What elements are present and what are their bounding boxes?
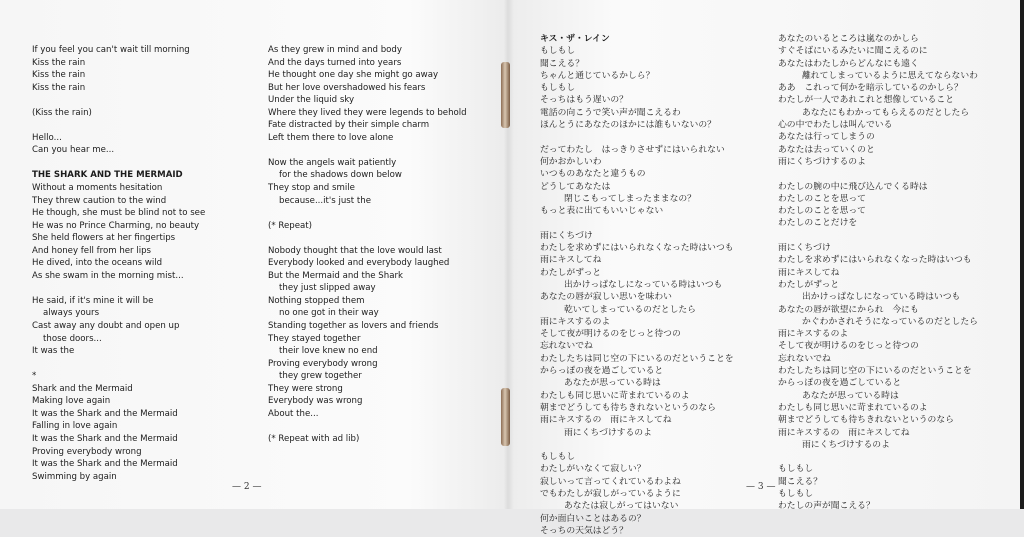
lyric-line: どうしてあなたは — [540, 181, 611, 192]
lyrics-column-japanese-2 — [778, 33, 978, 513]
lyric-line: And the days turned into years — [268, 57, 402, 68]
lyric-line: Kiss the rain — [32, 70, 86, 81]
page-number-left: — 2 — — [232, 482, 262, 492]
lyric-line: 出かけっぱなしになっている時はいつも — [564, 279, 723, 290]
lyric-line: わたしの腕の中に飛び込んでくる時は — [778, 181, 928, 192]
lyric-line — [268, 232, 467, 245]
lyric-line: They stayed together — [268, 333, 361, 344]
lyric-line: 雨にくちづけするのよ — [564, 427, 652, 438]
lyric-line: 聞こえる？ — [778, 476, 822, 487]
staple-top — [501, 62, 510, 128]
lyric-line: They stop and smile — [268, 183, 355, 194]
lyric-line: 雨にキスするのよ — [540, 316, 611, 327]
lyric-line — [540, 131, 734, 143]
lyric-line: わたしの声が聞こえる？ — [778, 501, 875, 512]
lyric-line: からっぽの夜を過ごしていると — [540, 366, 664, 377]
lyric-line: もしもし — [540, 46, 576, 57]
lyric-line: ああ これって何かを暗示しているのかしら？ — [778, 83, 963, 94]
lyric-line — [268, 420, 467, 433]
lyric-line: 雨にくちづけ — [778, 243, 831, 254]
lyric-line: そっちはもう遅いの？ — [540, 95, 628, 106]
lyric-line: Fate distracted by their simple charm — [268, 120, 430, 131]
lyric-line: Nothing stopped them — [268, 295, 365, 306]
lyric-line: Kiss the rain — [32, 82, 86, 93]
lyric-line: He thought one day she might go away — [268, 70, 439, 81]
lyric-line: It was the Shark and the Mermaid — [32, 408, 178, 419]
lyric-line: いつものあなたと違うもの — [540, 169, 646, 180]
lyric-line: Everybody was wrong — [268, 396, 363, 407]
lyric-line: But the Mermaid and the Shark — [268, 270, 403, 281]
lyric-line: Standing together as lovers and friends — [268, 321, 439, 332]
lyrics-column-japanese-1 — [540, 33, 734, 537]
lyric-line: If you feel you can't wait till morning — [32, 45, 190, 55]
lyric-line: About the... — [268, 408, 319, 419]
lyric-line: Proving everybody wrong — [268, 358, 378, 369]
lyric-line: their love knew no end — [279, 346, 378, 357]
song-title: キス・ザ・レイン — [540, 34, 610, 44]
lyric-line: わたしを求めずにはいられなくなった時はいつも — [778, 255, 972, 266]
lyric-line: Swimming by again — [32, 471, 117, 482]
lyric-line: And honey fell from her lips — [32, 245, 152, 256]
song-title: THE SHARK AND THE MERMAID — [32, 170, 183, 181]
lyric-line: It was the — [32, 346, 75, 357]
lyric-line: そっちの天気はどう？ — [540, 525, 628, 536]
lyric-line: 出かけっぱなしになっている時はいつも — [802, 292, 961, 303]
lyric-line: あなたはわたしからどんなにも遠く — [778, 58, 919, 69]
lyric-line: Now the angels wait patiently — [268, 157, 397, 168]
lyric-line: Can you hear me... — [32, 145, 115, 156]
lyric-line: They were strong — [268, 383, 343, 394]
lyric-line: (Kiss the rain) — [32, 107, 92, 118]
lyric-line: そして夜が明けるのをじっと待つの — [778, 341, 919, 352]
lyric-line: He said, if it's mine it will be — [32, 295, 154, 306]
lyric-line: He dived, into the oceans wild — [32, 258, 163, 269]
lyric-line: そして夜が明けるのをじっと待つの — [540, 329, 681, 340]
page-left — [0, 0, 506, 509]
lyric-line: でもわたしが寂しがっているように — [540, 488, 681, 499]
lyric-line: わたしのことを思って — [778, 206, 866, 217]
lyric-line: He though, she must be blind not to see — [32, 208, 206, 219]
lyric-line: Proving everybody wrong — [32, 446, 142, 457]
lyric-line — [268, 207, 467, 220]
lyric-line: 雨にキスするの 雨にキスしてね — [778, 427, 910, 438]
lyric-line: Kiss the rain — [32, 57, 86, 68]
lyric-line: Where they lived they were legends to behold — [268, 107, 467, 118]
lyric-line: わたしたちは同じ空の下にいるのだということを — [540, 353, 734, 364]
lyric-line: those doors... — [43, 333, 102, 344]
lyric-line: It was the Shark and the Mermaid — [32, 433, 178, 444]
lyric-line: もしもし — [540, 83, 576, 94]
lyric-line: 雨にくちづけ — [540, 230, 593, 241]
lyric-line: わたしも同じ思いに苛まれているのよ — [540, 390, 690, 401]
lyric-line: because...it's just the — [279, 195, 371, 206]
lyric-line: * — [32, 371, 37, 382]
lyric-line: She held flowers at her fingertips — [32, 233, 176, 244]
lyric-line: Making love again — [32, 396, 111, 407]
scan-edge — [1020, 0, 1024, 509]
lyric-line — [32, 119, 205, 132]
lyric-line: あなたの唇が欲望にかられ 今にも — [778, 304, 919, 315]
lyric-line: (* Repeat) — [268, 220, 312, 231]
lyric-line: They threw caution to the wind — [32, 195, 167, 206]
lyric-line: Shark and the Mermaid — [32, 383, 133, 394]
lyric-line: no one got in their way — [279, 308, 379, 319]
lyrics-column-english-2 — [268, 44, 467, 446]
lyric-line: 何か面白いことはあるの？ — [540, 513, 646, 524]
page-number-right: — 3 — — [746, 482, 776, 492]
lyric-line: わたしのことだけを — [778, 218, 858, 229]
lyric-line: 乾いてしまっているのだとしたら — [564, 304, 696, 315]
lyric-line: 寂しいって言ってくれているわよね — [540, 476, 681, 487]
lyric-line: Nobody thought that the love would last — [268, 245, 442, 256]
lyric-line: they just slipped away — [279, 283, 376, 294]
lyric-line: ちゃんと通じているかしら？ — [540, 70, 655, 81]
lyric-line: always yours — [43, 308, 100, 319]
lyric-line: 雨にくちづけするのよ — [802, 439, 890, 450]
lyric-line: 雨にキスするの 雨にキスしてね — [540, 415, 672, 426]
lyric-line: 雨にくちづけするのよ — [778, 156, 866, 167]
lyric-line: もしもし — [778, 464, 814, 475]
lyric-line: わたしが一人であれこれと想像していること — [778, 95, 954, 106]
lyric-line: もっと表に出てもいいじゃない — [540, 206, 664, 217]
lyric-line: 聞こえる？ — [540, 58, 584, 69]
lyric-line: It was the Shark and the Mermaid — [32, 459, 178, 470]
lyric-line: for the shadows down below — [279, 170, 402, 181]
lyric-line: あなたのいるところは嵐なのかしら — [778, 34, 919, 44]
page-right — [510, 0, 1024, 536]
lyric-line: Cast away any doubt and open up — [32, 321, 180, 332]
lyric-line — [540, 217, 734, 229]
lyric-line: Under the liquid sky — [268, 95, 355, 106]
lyric-line: からっぽの夜を過ごしていると — [778, 378, 902, 389]
lyric-line: わたしたちは同じ空の下にいるのだということを — [778, 366, 972, 377]
lyric-line: As she swam in the morning mist... — [32, 270, 184, 281]
lyric-line: わたしがずっと — [778, 279, 840, 290]
lyric-line: 朝までどうしても待ちきれないというのなら — [540, 402, 716, 413]
lyric-line: Left them there to love alone — [268, 132, 394, 143]
lyric-line: Without a moments hesitation — [32, 183, 163, 194]
lyric-line — [32, 358, 205, 371]
staple-bottom — [501, 388, 510, 446]
lyric-line: すぐそばにいるみたいに聞こえるのに — [778, 46, 928, 57]
lyric-line: Everybody looked and everybody laughed — [268, 258, 450, 269]
lyric-line: 雨にキスするのよ — [778, 329, 849, 340]
lyric-line: あなたが思っている時は — [802, 390, 899, 401]
lyric-line: かぐわかされそうになっているのだとしたら — [802, 316, 978, 327]
lyric-line: あなたにもわかってもらえるのだとしたら — [802, 107, 970, 118]
lyric-line: 何かおかしいわ — [540, 156, 602, 167]
lyric-line: もしもし — [778, 488, 814, 499]
lyric-line: だってわたし はっきりさせずにはいられない — [540, 144, 725, 155]
lyric-line — [778, 168, 978, 180]
lyric-line — [32, 157, 205, 170]
lyric-line: わたしも同じ思いに苛まれているのよ — [778, 402, 928, 413]
lyric-line: 離れてしまっているように思えてならないわ — [802, 70, 978, 81]
lyric-line: あなたが思っている時は — [564, 378, 661, 389]
lyric-line: ほんとうにあなたのほかには誰もいないの？ — [540, 120, 716, 131]
lyric-line: あなたは去っていくのと — [778, 144, 875, 155]
lyric-line: As they grew in mind and body — [268, 45, 402, 55]
lyric-line — [268, 144, 467, 157]
lyric-line: 心の中でわたしは叫んでいる — [778, 120, 893, 131]
lyric-line: they grew together — [279, 371, 362, 382]
lyric-line: But her love overshadowed his fears — [268, 82, 426, 93]
lyric-line: 雨にキスしてね — [540, 255, 602, 266]
lyric-line: He was no Prince Charming, no beauty — [32, 220, 200, 231]
lyric-line — [32, 94, 205, 107]
lyric-line: わたしを求めずにはいられなくなった時はいつも — [540, 243, 734, 254]
lyric-line — [32, 282, 205, 295]
lyric-line: 朝までどうしても待ちきれないというのなら — [778, 415, 954, 426]
lyric-line: あなたの唇が寂しい思いを味わい — [540, 292, 672, 303]
lyric-line: 忘れないでね — [540, 341, 593, 352]
lyric-line: 閉じこもってしまったままなの？ — [564, 193, 696, 204]
lyric-line — [778, 230, 978, 242]
lyric-line: 雨にキスしてね — [778, 267, 840, 278]
lyric-line: わたしのことを思って — [778, 193, 866, 204]
lyric-line: わたしがいなくて寂しい？ — [540, 464, 646, 475]
lyric-line: 電話の向こうで笑い声が聞こえるわ — [540, 107, 681, 118]
lyrics-column-english-1 — [32, 44, 205, 483]
lyric-line: 忘れないでね — [778, 353, 831, 364]
lyric-line: (* Repeat with ad lib) — [268, 433, 360, 444]
lyric-line: Falling in love again — [32, 421, 118, 432]
lyric-line: あなたは寂しがってはいない — [564, 501, 679, 512]
lyric-line — [778, 451, 978, 463]
lyric-line: Hello... — [32, 132, 62, 143]
lyric-line: わたしがずっと — [540, 267, 602, 278]
lyric-line — [540, 439, 734, 451]
lyric-line: もしもし — [540, 452, 576, 463]
lyric-line: あなたは行ってしまうの — [778, 132, 875, 143]
